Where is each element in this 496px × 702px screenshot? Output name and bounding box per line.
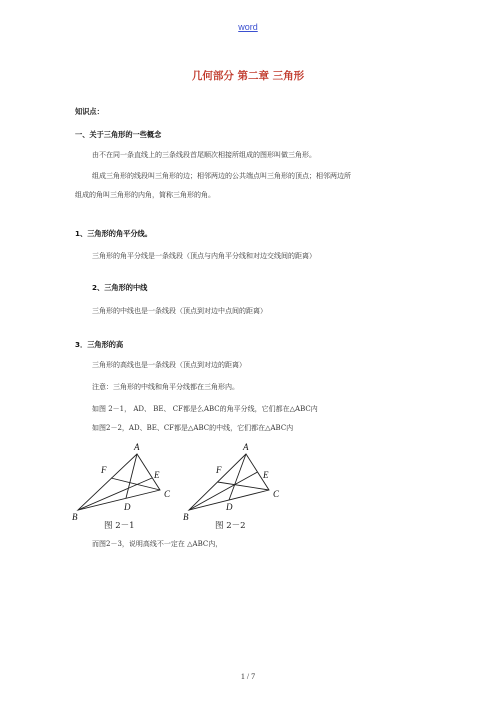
- bisector-be: [78, 478, 152, 510]
- label-d: D: [226, 502, 233, 512]
- label-b: B: [72, 512, 78, 522]
- label-b: B: [183, 512, 189, 522]
- section-3-paragraph: 三角形的中线也是一条线段（顶点到对边中点间的距离）: [92, 307, 267, 315]
- figure-2-2: [183, 440, 293, 532]
- section-1-paragraph-2b: 组成的角叫三角形的内角，简称三角形的角。: [75, 191, 215, 199]
- label-f: F: [216, 465, 222, 475]
- section-4-paragraph-2: 注意：三角形的中线和角平分线都在三角形内。: [92, 383, 239, 391]
- section-3-heading: 2、三角形的中线: [92, 283, 148, 292]
- label-e: E: [154, 470, 160, 480]
- section-4-paragraph-4: 如图2－2，AD、BE、CF都是△ABC的中线，它们都在△ABC内: [92, 424, 294, 432]
- label-a: A: [134, 442, 140, 452]
- section-1-paragraph-2a: 组成三角形的线段叫三角形的边；相邻两边的公共端点叫三角形的顶点；相邻两边所: [92, 172, 351, 180]
- page-title: 几何部分 第二章 三角形: [191, 70, 305, 82]
- figure-2-1: [72, 440, 182, 532]
- label-c: C: [164, 489, 171, 499]
- section-1-heading: 一、关于三角形的一些概念: [75, 130, 162, 139]
- page-number: 1 / 7: [240, 672, 256, 681]
- figure-caption: 图 2－1: [104, 521, 135, 531]
- figure-caption: 图 2－2: [215, 521, 246, 531]
- section-2-heading: 1、三角形的角平分线。: [75, 229, 152, 238]
- bisector-ad: [126, 454, 137, 498]
- label-d: D: [124, 502, 131, 512]
- triangle-abc: [78, 454, 160, 510]
- knowledge-label: 知识点：: [75, 107, 104, 116]
- bisector-cf: [111, 478, 160, 490]
- section-1-paragraph-1: 由不在同一条直线上的三条线段首尾顺次相接所组成的图形叫做三角形。: [92, 151, 316, 159]
- median-cf: [218, 482, 270, 490]
- header-word-link[interactable]: word: [238, 22, 258, 32]
- section-4-paragraph-5: 而图2－3，说明高线不一定在 △ABC内，: [92, 540, 223, 548]
- section-4-heading: 3．三角形的高: [75, 340, 124, 349]
- section-4-paragraph-1: 三角形的高线也是一条线段（顶点到对边的距离）: [92, 361, 246, 369]
- median-be: [189, 472, 258, 510]
- label-c: C: [273, 489, 280, 499]
- label-a: A: [243, 442, 249, 452]
- section-4-paragraph-3: 如图 2－1， AD、 BE、 CF都是么ABC的角平分线，它们都在△ABC内: [92, 405, 318, 413]
- median-ad: [229, 454, 246, 500]
- section-2-paragraph: 三角形的角平分线是一条线段（顶点与内角平分线和对边交线间的距离）: [92, 252, 316, 260]
- label-e: E: [263, 470, 269, 480]
- label-f: F: [101, 465, 107, 475]
